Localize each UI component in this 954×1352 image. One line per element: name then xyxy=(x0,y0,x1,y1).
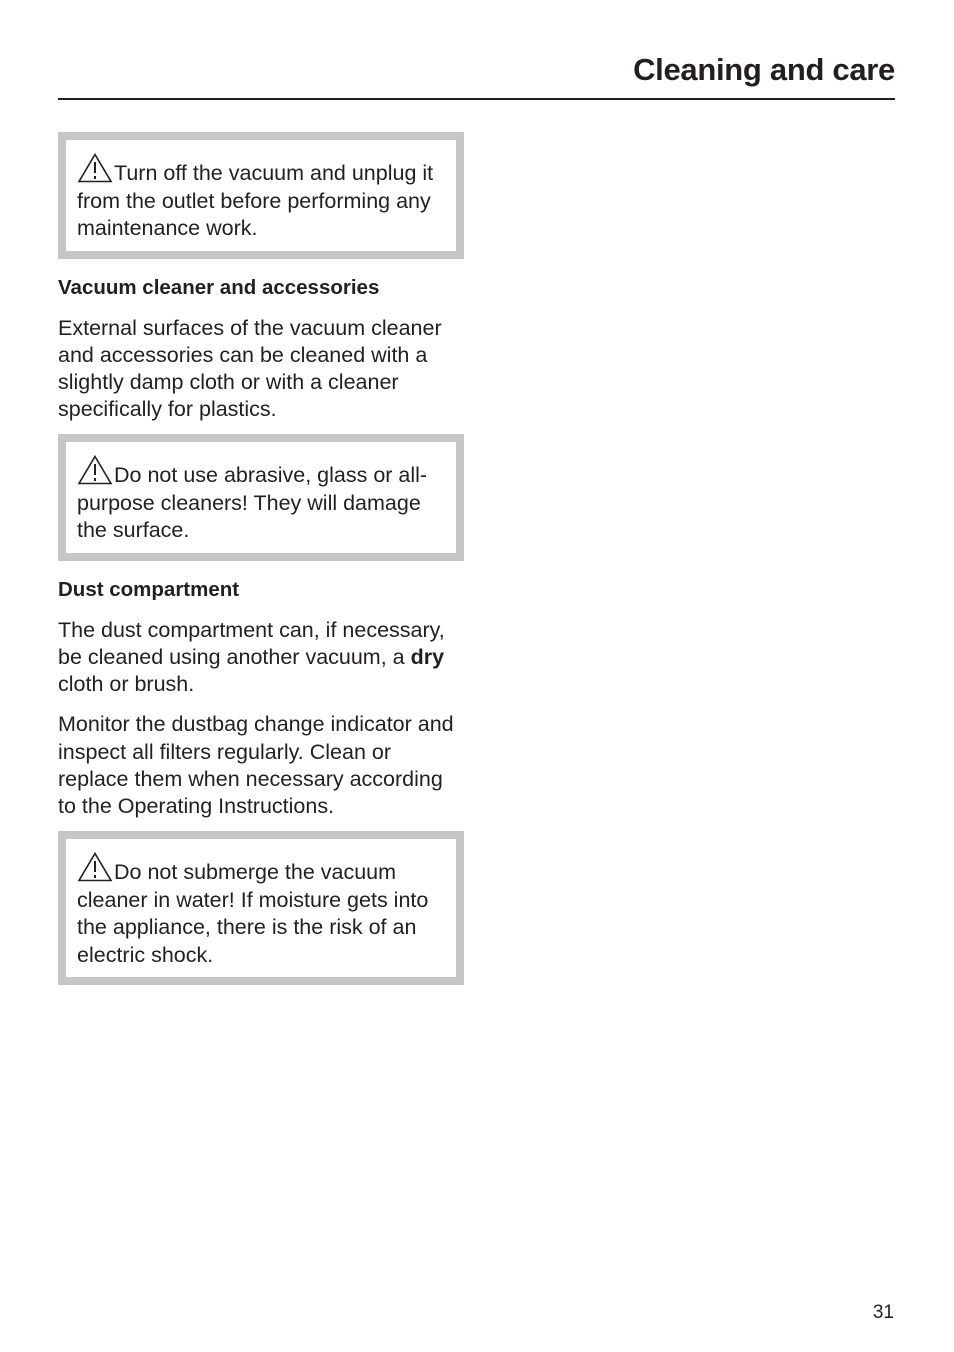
warning-box-unplug xyxy=(58,132,464,259)
section-heading-dust-compartment: Dust compartment xyxy=(58,577,240,601)
warning-text: Do not submerge the vacuum cleaner in water! If moisture gets into the appliance, there is the risk of an electric shock. xyxy=(77,860,429,967)
warning-text: Turn off the vacuum and unplug it from the outlet before performing any maintenance work. xyxy=(77,161,434,240)
page-title: Cleaning and care xyxy=(633,52,895,87)
section-paragraph: Monitor the dustbag change indicator and inspect all filters regularly. Clean or replace them when necessary according to the Operating Instructions. xyxy=(58,712,454,819)
paragraph-text: cloth or brush. xyxy=(58,672,195,697)
paragraph-text: The dust compartment can, if necessary, be cleaned using another vacuum, a xyxy=(58,617,445,670)
page-number: 31 xyxy=(872,1302,894,1323)
warning-box-cleaners xyxy=(58,434,464,561)
section-paragraph: External surfaces of the vacuum cleaner and accessories can be cleaned with a slightly damp cloth or with a cleaner specifically for plastics. xyxy=(58,315,442,422)
section-heading-vacuum-cleaner: Vacuum cleaner and accessories xyxy=(58,275,380,299)
warning-text: Do not use abrasive, glass or all-purpose cleaners! They will damage the surface. xyxy=(77,463,428,543)
warning-box-water xyxy=(58,831,464,985)
header-divider xyxy=(58,98,895,100)
section-paragraph xyxy=(58,617,464,699)
warning-triangle-icon xyxy=(77,852,113,882)
paragraph-emphasis: dry xyxy=(410,645,445,670)
warning-triangle-icon xyxy=(77,153,113,183)
content-column xyxy=(58,132,464,985)
warning-triangle-icon xyxy=(77,455,113,485)
